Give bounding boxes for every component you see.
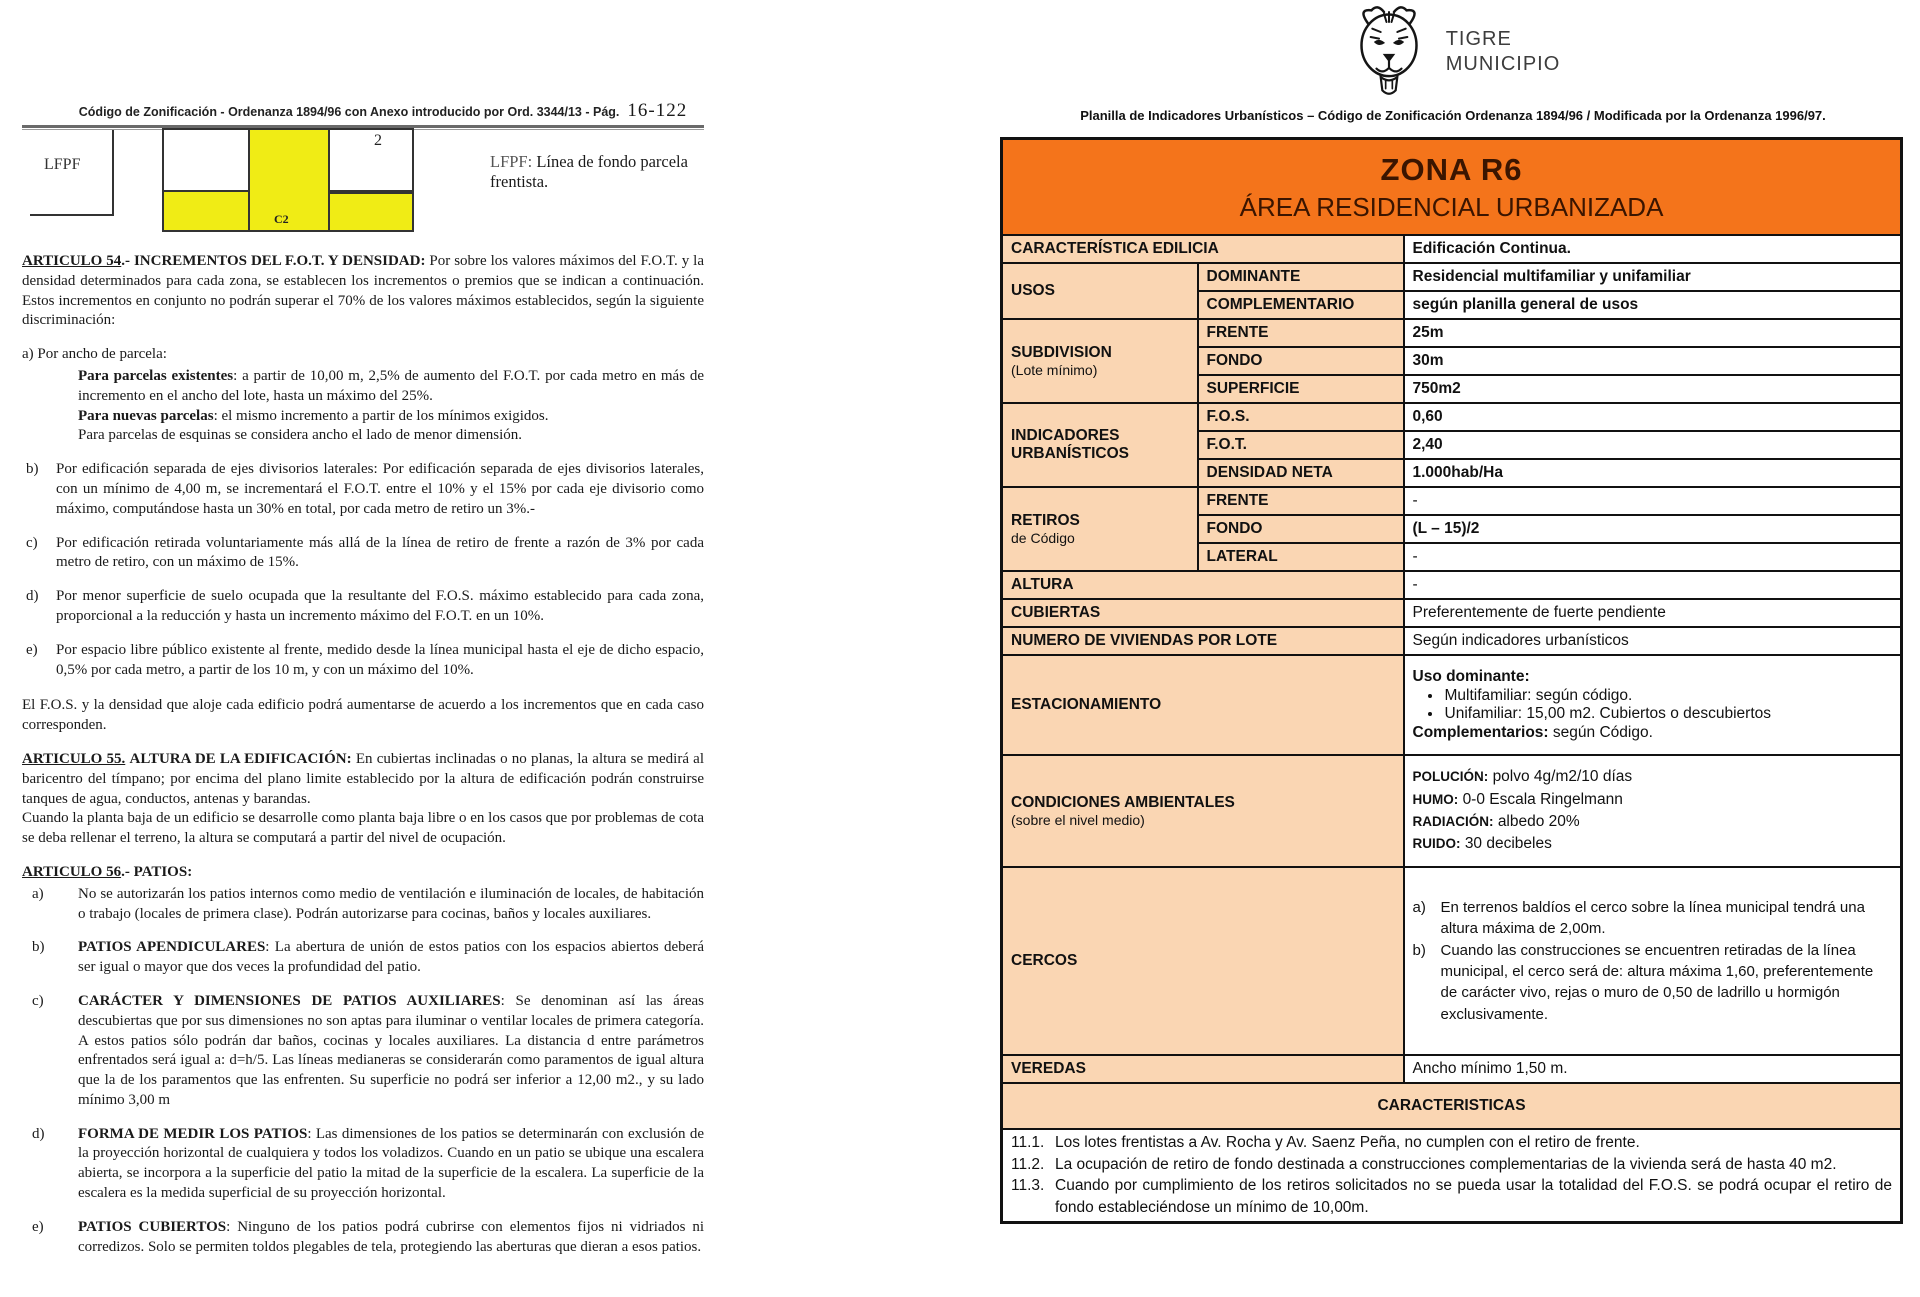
articulo-55-body2: Cuando la planta baja de un edificio se desarrolle como planta baja libre o en los casos que por problemas de cota se deba rellenar el terreno, la altura se computará a partir del nivel de ocupación. bbox=[22, 810, 704, 847]
lfpf-legend bbox=[490, 152, 704, 192]
articulo-55-heading: ALTURA DE LA EDIFICACIÓN: bbox=[129, 750, 352, 767]
lfpf-parcel-outline bbox=[30, 130, 114, 216]
item-a-text-2: : el mismo incremento a partir de los mínimos exigidos. bbox=[213, 407, 549, 424]
num-viviendas-label: NUMERO DE VIVIENDAS POR LOTE bbox=[1002, 627, 1404, 655]
articulo-56-heading-row bbox=[22, 863, 704, 883]
cubiertas-value: Preferentemente de fuerte pendiente bbox=[1404, 599, 1902, 627]
item56-b-bold: PATIOS APENDICULARES bbox=[78, 939, 266, 956]
table-row bbox=[1002, 1129, 1902, 1222]
densidad-neta-label: DENSIDAD NETA bbox=[1198, 459, 1404, 487]
table-row bbox=[1002, 1083, 1902, 1129]
condiciones-label-text: CONDICIONES AMBIENTALES bbox=[1011, 794, 1235, 811]
note-11-2 bbox=[1011, 1154, 1892, 1176]
indicadores-label-line1: INDICADORES bbox=[1011, 427, 1120, 444]
item56-b-label: b) bbox=[32, 939, 45, 956]
page-number: 16-122 bbox=[627, 100, 688, 121]
item56-c-label: c) bbox=[32, 992, 44, 1009]
zoning-cells bbox=[162, 128, 414, 232]
articulo-56-title: ARTICULO 56 bbox=[22, 863, 122, 880]
left-page bbox=[22, 100, 704, 1257]
condiciones-ruido bbox=[1413, 833, 1893, 855]
zone-subtitle: ÁREA RESIDENCIAL URBANIZADA bbox=[1239, 191, 1664, 222]
item-c-text: Por edificación retirada voluntariamente más allá de la línea de retiro de frente a razón de 3% por cada metro de retiro, con un máximo de 15%. bbox=[56, 534, 704, 571]
articulo-54-intro bbox=[22, 252, 704, 331]
item-e-text: Por espacio libre público existente al frente, medido desde la línea municipal hasta el eje de dicho espacio, 0,5% por cada metro, a partir de los 10 m, y con un máximo del 10%. bbox=[56, 641, 704, 678]
num-viviendas-value: Según indicadores urbanísticos bbox=[1404, 627, 1902, 655]
retiros-label-sub: de Código bbox=[1011, 530, 1075, 546]
articulo-54-item-d bbox=[22, 587, 704, 627]
item56-b-rest: : La abertura de unión de estos patios con los espacios abiertos deberá ser igual o mayor que dos veces la profundidad del patio. bbox=[78, 939, 704, 976]
fos-label: F.O.S. bbox=[1198, 403, 1404, 431]
note-11-1 bbox=[1011, 1132, 1892, 1154]
item-a-label: a) Por ancho de parcela: bbox=[22, 346, 167, 363]
articulo-54-item-b bbox=[22, 460, 704, 519]
altura-value: - bbox=[1404, 571, 1902, 599]
item56-e-rest: : Ninguno de los patios podrá cubrirse con elementos fijos ni vidriados ni corredizos. Solo se permiten toldos plegables de tela, protegiendo las aberturas que dieran a esos patios. bbox=[78, 1218, 705, 1255]
table-row bbox=[1002, 571, 1902, 599]
subdivision-fondo-value: 30m bbox=[1404, 347, 1902, 375]
item-c-label: c) bbox=[26, 534, 38, 551]
subdivision-superficie-value: 750m2 bbox=[1404, 375, 1902, 403]
articulo-55-title: ARTICULO 55. bbox=[22, 750, 126, 767]
cercos-a-text: En terrenos baldíos el cerco sobre la línea municipal tendrá una altura máxima de 2,00m. bbox=[1440, 899, 1865, 938]
humo-value: 0-0 Escala Ringelmann bbox=[1462, 790, 1623, 808]
municipality-name-line1: TIGRE bbox=[1445, 28, 1512, 50]
caracteristicas-header: CARACTERISTICAS bbox=[1002, 1083, 1902, 1129]
condiciones-polucion bbox=[1413, 766, 1893, 788]
cercos-label: CERCOS bbox=[1002, 867, 1404, 1055]
table-row bbox=[1002, 403, 1902, 431]
articulo-56-item-e bbox=[22, 1218, 704, 1258]
lfpf-legend-text: Línea de fondo parcela frentista. bbox=[490, 152, 688, 191]
item-a-bold-1: Para parcelas existentes bbox=[78, 367, 234, 384]
cubiertas-label: CUBIERTAS bbox=[1002, 599, 1404, 627]
note-11-3-text: Cuando por cumplimiento de los retiros solicitados no se pueda usar la totalidad del F.O.S. se podrá ocupar el retiro de fondo estableciéndose un mínimo de 10,00m. bbox=[1055, 1177, 1893, 1217]
table-row bbox=[1002, 263, 1902, 291]
estacionamiento-value bbox=[1404, 655, 1902, 755]
condiciones-humo bbox=[1413, 789, 1893, 811]
zona-r6-table bbox=[1000, 137, 1903, 1224]
usos-dominante-value: Residencial multifamiliar y unifamiliar bbox=[1404, 263, 1902, 291]
articulo-55 bbox=[22, 750, 704, 849]
table-row bbox=[1002, 487, 1902, 515]
articulo-56-item-a bbox=[22, 885, 704, 925]
zone-header bbox=[1002, 139, 1902, 236]
item-d-text: Por menor superficie de suelo ocupada que la resultante del F.O.S. máximo establecido para cada zona, proporcional a la reducción y hasta un incremento máximo del F.O.T. en un 10%. bbox=[56, 588, 704, 624]
cercos-item-a bbox=[1413, 897, 1893, 940]
retiros-lateral-label: LATERAL bbox=[1198, 543, 1404, 571]
retiros-label bbox=[1002, 487, 1198, 571]
table-row bbox=[1002, 235, 1902, 263]
item-d-label: d) bbox=[26, 588, 39, 605]
table-row bbox=[1002, 1055, 1902, 1083]
zone-title: ZONA R6 bbox=[1380, 151, 1523, 187]
articulo-56-item-c bbox=[22, 992, 704, 1111]
retiros-lateral-value: - bbox=[1404, 543, 1902, 571]
caracteristica-edilicia-value: Edificación Continua. bbox=[1404, 235, 1902, 263]
fos-value: 0,60 bbox=[1404, 403, 1902, 431]
note-11-1-number: 11.1. bbox=[1011, 1134, 1045, 1151]
fot-label: F.O.T. bbox=[1198, 431, 1404, 459]
note-11-3 bbox=[1011, 1175, 1892, 1218]
altura-label: ALTURA bbox=[1002, 571, 1404, 599]
usos-complementario-value: según planilla general de usos bbox=[1404, 291, 1902, 319]
note-11-2-number: 11.2. bbox=[1011, 1155, 1045, 1173]
item56-d-bold: FORMA DE MEDIR LOS PATIOS bbox=[78, 1125, 308, 1142]
articulo-56-heading: .- PATIOS: bbox=[121, 863, 193, 880]
estacionamiento-complementarios-bold: Complementarios: bbox=[1412, 724, 1549, 741]
estacionamiento-bullets bbox=[1443, 687, 1893, 723]
fot-value: 2,40 bbox=[1404, 431, 1902, 459]
estacionamiento-bullet-2: • Unifamiliar: 15,00 m2. Cubiertos o descubiertos bbox=[1443, 705, 1893, 723]
item56-a-text: No se autorizarán los patios internos como medio de ventilación e iluminación de locales, de habitación o trabajo (locales de primera clase). Podrán autorizarse para cocinas, baños y locales auxiliares. bbox=[78, 885, 704, 922]
item-e-label: e) bbox=[26, 641, 38, 658]
subdivision-frente-label: FRENTE bbox=[1198, 319, 1404, 347]
item56-c-text bbox=[78, 992, 704, 1111]
estacionamiento-complementarios-text: según Código. bbox=[1552, 724, 1653, 741]
articulo-54-item-c bbox=[22, 534, 704, 574]
item56-e-label: e) bbox=[32, 1218, 44, 1235]
cell-center-yellow bbox=[248, 128, 330, 232]
right-page bbox=[1000, 0, 1906, 1224]
note-11-3-number: 11.3. bbox=[1011, 1177, 1045, 1195]
veredas-label: VEREDAS bbox=[1002, 1055, 1404, 1083]
articulo-54-item-a bbox=[22, 345, 704, 446]
caracteristicas-notes bbox=[1002, 1129, 1902, 1222]
radiacion-key: RADIACIÓN: bbox=[1412, 814, 1494, 829]
code-header-text: Código de Zonificación - Ordenanza 1894/96 con Anexo introducido por Ord. 3344/13 - Pág. bbox=[78, 105, 620, 119]
tiger-logo-icon bbox=[1346, 2, 1432, 102]
item56-e-bold: PATIOS CUBIERTOS bbox=[78, 1218, 227, 1235]
note-11-2-text: La ocupación de retiro de fondo destinada a construcciones complementarias de la vivienda será de hasta 40 m2. bbox=[1055, 1155, 1837, 1173]
cercos-value bbox=[1404, 867, 1902, 1055]
cercos-item-b bbox=[1413, 940, 1893, 1025]
indicadores-label-line2: URBANÍSTICOS bbox=[1011, 445, 1129, 462]
estacionamiento-complementarios bbox=[1413, 724, 1893, 742]
articulo-54-closing: El F.O.S. y la densidad que aloje cada edificio podrá aumentarse de acuerdo a los incrementos que en cada caso corresponden. bbox=[22, 697, 704, 734]
subdivision-frente-value: 25m bbox=[1404, 319, 1902, 347]
indicadores-label bbox=[1002, 403, 1198, 487]
item-a-bold-2: Para nuevas parcelas bbox=[78, 407, 214, 424]
item56-c-rest: : Se denominan así las áreas descubiertas que por sus dimensiones no son aptas para iluminar o ventilar locales de primera categoría. A estos patios sólo podrán dar baños, cocinas y locales auxiliares. La distancia d entre parámetros enfrentados será igual a: d=h/5. Las líneas medianeras se considerarán como paramentos de igual altura que la de los paramentos que las enfrenten. Su superficie no podrá ser inferior a 12,00 m2., y su lado mínimo 3,00 m bbox=[78, 992, 704, 1108]
articulo-54-heading: .- INCREMENTOS DEL F.O.T. Y DENSIDAD: bbox=[121, 253, 426, 269]
table-row bbox=[1002, 627, 1902, 655]
polucion-key: POLUCIÓN: bbox=[1412, 769, 1489, 785]
condiciones-radiacion bbox=[1413, 811, 1893, 833]
item-a-body bbox=[78, 367, 704, 446]
item56-a-label: a) bbox=[32, 885, 44, 902]
articulo-54-item-e bbox=[22, 641, 704, 681]
articulo-56-item-b bbox=[22, 938, 704, 978]
retiros-frente-label: FRENTE bbox=[1198, 487, 1404, 515]
cell-label-2: 2 bbox=[374, 132, 382, 149]
polucion-value: polvo 4g/m2/10 días bbox=[1492, 768, 1633, 786]
cercos-a-label: a) bbox=[1412, 899, 1426, 917]
item56-b-text bbox=[78, 938, 704, 978]
table-row bbox=[1002, 755, 1902, 867]
subdivision-superficie-label: SUPERFICIE bbox=[1198, 375, 1404, 403]
zoning-diagram bbox=[22, 130, 704, 238]
municipality-name-line2: MUNICIPIO bbox=[1445, 53, 1561, 75]
item-a-text-1: : a partir de 10,00 m, 2,5% de aumento del F.O.T. por cada metro en más de incremento en el ancho del lote, hasta un máximo del 25%. bbox=[78, 367, 704, 404]
left-page-header bbox=[22, 100, 704, 125]
condiciones-value bbox=[1404, 755, 1902, 867]
usos-complementario-label: COMPLEMENTARIO bbox=[1198, 291, 1404, 319]
cercos-b-text: Cuando las construcciones se encuentren retiradas de la línea municipal, el cerco será de: altura máxima 1,60, preferentemente de carácter vivo, rejas o muro de 0,50 de ladrillo u hormigón exclusivamente. bbox=[1440, 941, 1874, 1023]
municipality-header bbox=[1000, 2, 1906, 102]
item56-d-rest: : Las dimensiones de los patios se determinarán con exclusión de la proyección horizontal de cualquiera y todos los voladizos. Cuando en un patio se ubique una escalera abierta, se incorpora a la superficie del patio la mitad de la superficie de la escalera. La superficie de la escalera es la medida superficial de su proyección horizontal. bbox=[78, 1125, 705, 1202]
municipality-name bbox=[1446, 27, 1561, 77]
retiros-frente-value: - bbox=[1404, 487, 1902, 515]
caracteristica-edilicia-label: CARACTERÍSTICA EDILICIA bbox=[1002, 235, 1404, 263]
ruido-value: 30 decibeles bbox=[1464, 835, 1552, 853]
table-row bbox=[1002, 867, 1902, 1055]
cercos-b-label: b) bbox=[1412, 941, 1426, 959]
note-11-1-text: Los lotes frentistas a Av. Rocha y Av. Saenz Peña, no cumplen con el retiro de frente. bbox=[1055, 1134, 1640, 1151]
estacionamiento-label: ESTACIONAMIENTO bbox=[1002, 655, 1404, 755]
cell-right-top bbox=[328, 128, 414, 192]
humo-key: HUMO: bbox=[1412, 791, 1459, 807]
articulo-54-title: ARTICULO 54 bbox=[22, 253, 122, 269]
subdivision-label bbox=[1002, 319, 1198, 403]
retiros-fondo-value: (L – 15)/2 bbox=[1404, 515, 1902, 543]
item-b-text: Por edificación separada de ejes divisorios laterales: Por edificación separada de ejes divisorios laterales, con un mínimo de 4,00 m, se incrementará el F.O.T. entre el 10% y el 15% por cada eje divisorio como máximo, computándose hasta un 30% en total, por cada metro de retiro un 3%.- bbox=[56, 461, 704, 517]
articulo-55-body1: En cubiertas inclinadas o no planas, la altura se medirá al baricentro del tímpano; por encima del plano limite establecido por la altura de edificación podrán construirse tanques de agua, conductos, antenas y barandas. bbox=[22, 750, 705, 807]
radiacion-value: albedo 20% bbox=[1497, 813, 1580, 830]
condiciones-label-sub: (sobre el nivel medio) bbox=[1011, 812, 1145, 828]
subdivision-label-text: SUBDIVISION bbox=[1011, 344, 1112, 361]
subdivision-label-sub: (Lote mínimo) bbox=[1011, 362, 1098, 378]
cell-left-bottom-yellow bbox=[162, 190, 250, 232]
table-row bbox=[1002, 319, 1902, 347]
densidad-neta-value: 1.000hab/Ha bbox=[1404, 459, 1902, 487]
condiciones-label bbox=[1002, 755, 1404, 867]
item-b-label: b) bbox=[26, 461, 39, 478]
retiros-label-text: RETIROS bbox=[1011, 512, 1080, 529]
planilla-subtitle: Planilla de Indicadores Urbanísticos – Código de Zonificación Ordenanza 1894/96 / Modificada por la Ordenanza 1996/97. bbox=[1080, 108, 1826, 123]
articulo-54-intro-text: Por sobre los valores máximos del F.O.T. y la densidad determinados para cada zona, se establecen los incrementos o premios que se indican a continuación. Estos incrementos en conjunto no podrán superar el 70% de los valores máximos establecidos, según la siguiente discriminación: bbox=[22, 253, 705, 329]
cell-label-c2: C2 bbox=[274, 212, 289, 226]
lfpf-label: LFPF bbox=[44, 156, 81, 173]
item56-d-text bbox=[78, 1125, 704, 1204]
articulo-56-item-d bbox=[22, 1125, 704, 1204]
item-a-line-2 bbox=[78, 407, 704, 427]
ruido-key: RUIDO: bbox=[1412, 836, 1461, 852]
usos-dominante-label: DOMINANTE bbox=[1198, 263, 1404, 291]
usos-label: USOS bbox=[1002, 263, 1198, 319]
cell-left-top bbox=[162, 128, 250, 192]
lfpf-legend-term: LFPF: bbox=[490, 152, 533, 171]
estacionamiento-bullet-1: • Multifamiliar: según código. bbox=[1443, 687, 1893, 705]
item-a-line-3: Para parcelas de esquinas se considera ancho el lado de menor dimensión. bbox=[78, 427, 523, 444]
item56-c-bold: CARÁCTER Y DIMENSIONES DE PATIOS AUXILIARES bbox=[78, 992, 501, 1009]
retiros-fondo-label: FONDO bbox=[1198, 515, 1404, 543]
veredas-value: Ancho mínimo 1,50 m. bbox=[1404, 1055, 1902, 1083]
table-row bbox=[1002, 655, 1902, 755]
item-a-line-1 bbox=[78, 367, 704, 407]
item56-d-label: d) bbox=[32, 1125, 45, 1142]
estacionamiento-uso-dominante: Uso dominante: bbox=[1412, 668, 1530, 685]
item56-e-text bbox=[78, 1218, 704, 1258]
table-row bbox=[1002, 599, 1902, 627]
cell-right-bottom-yellow bbox=[328, 192, 414, 232]
subdivision-fondo-label: FONDO bbox=[1198, 347, 1404, 375]
